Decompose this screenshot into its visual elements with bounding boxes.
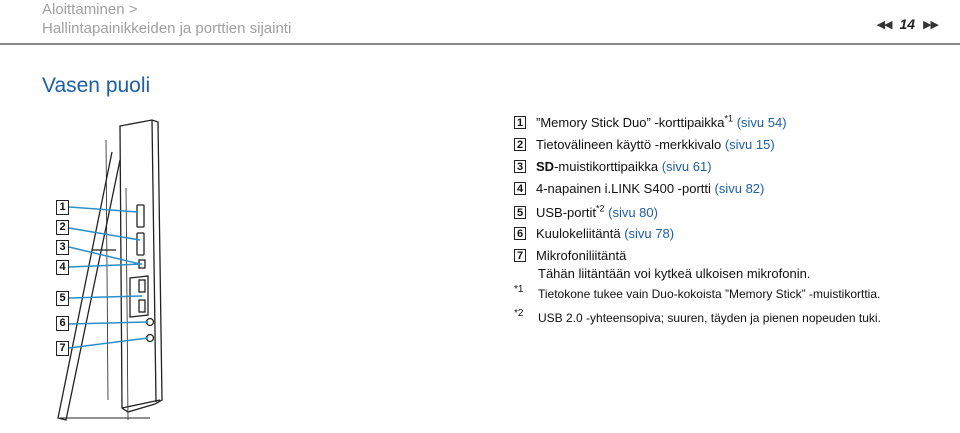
footnote-mark: *2 [514,308,524,319]
footnote-mark: *1 [514,284,524,295]
page-link[interactable]: (sivu 15) [724,137,775,152]
page-number: 14 [899,16,916,32]
page-navigation [877,16,938,32]
item-number: 6 [514,227,526,240]
section-title: Vasen puoli [42,74,151,97]
header-divider [0,43,960,45]
item-note: Tähän liitäntään voi kytkeä ulkoisen mikrofonin. [538,266,811,281]
list-item [514,226,674,241]
footnote-text: USB 2.0 -yhteensopiva; suuren, täyden ja pienen nopeuden tuki. [538,311,881,325]
page-link[interactable]: (sivu 61) [661,159,712,174]
item-text: ”Memory Stick Duo” -korttipaikka$^{*1}$ (sivu 54) [536,113,787,130]
list-item [514,159,712,174]
page-link[interactable]: (sivu 54) [736,115,787,130]
item-text: SD-muistikorttipaikka (sivu 61) [536,159,712,174]
callout-5: 5 [56,291,69,306]
item-number: 7 [514,249,526,262]
item-number: 3 [514,160,526,173]
footnote-text: Tietokone tukee vain Duo-kokoista ”Memory Stick” -muistikorttia. [538,287,881,301]
list-item [514,137,775,152]
page-link[interactable]: (sivu 82) [714,181,765,196]
item-text: USB-portit$^{*2}$ (sivu 80) [536,203,658,220]
item-text: 4-napainen i.LINK S400 -portti (sivu 82) [536,181,765,196]
list-item [514,248,626,263]
breadcrumb [42,0,291,38]
list-item [514,205,658,220]
callout-6: 6 [56,316,69,331]
list-item [514,115,787,130]
breadcrumb-parent-link[interactable]: Aloittaminen > [42,1,138,18]
item-number: 2 [514,138,526,151]
callout-7: 7 [56,341,69,356]
footnote [514,284,881,301]
callout-2: 2 [56,220,69,235]
item-number: 4 [514,182,526,195]
page-link[interactable]: (sivu 78) [624,226,675,241]
page-link[interactable]: (sivu 80) [608,205,658,220]
item-number: 1 [514,116,526,129]
callout-4: 4 [56,260,69,275]
callout-1: 1 [56,200,69,215]
item-text: Kuulokeliitäntä (sivu 78) [536,226,675,241]
item-number: 5 [514,206,526,219]
previous-page-icon[interactable]: ◀◀ [876,18,892,31]
left-side-diagram [0,100,520,428]
item-text: Tietovälineen käyttö -merkkivalo (sivu 15) [536,137,775,152]
callout-3: 3 [56,240,69,255]
computer-side-illustration [0,100,520,428]
next-page-icon[interactable]: ▶▶ [923,18,938,31]
footnote [514,308,881,325]
breadcrumb-current[interactable]: Hallintapainikkeiden ja porttien sijainti [42,20,292,37]
list-item [514,181,764,196]
item-text: Mikrofoniliitäntä [536,248,627,263]
